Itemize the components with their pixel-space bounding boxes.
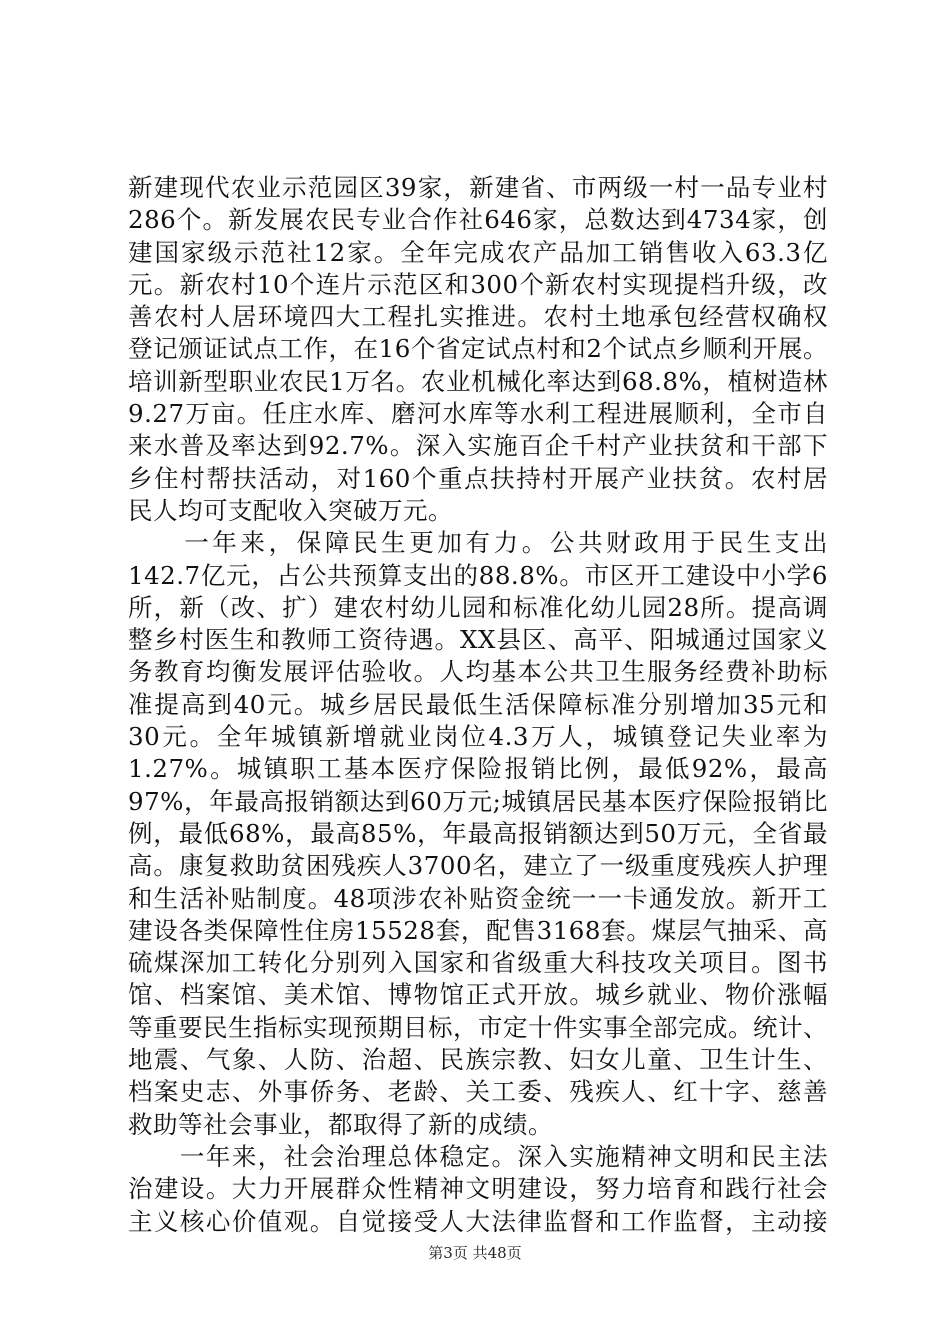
body-text [128, 172, 828, 1238]
text-line: 救助等社会事业，都取得了新的成绩。 [128, 1109, 553, 1139]
text-line: 整乡村医生和教师工资待遇。XX县区、高平、阳城通过国家义 [128, 625, 828, 655]
text-line: 建国家级示范社12家。全年完成农产品加工销售收入63.3亿 [128, 237, 828, 267]
text-line: 治建设。大力开展群众性精神文明建设，努力培育和践行社会 [128, 1174, 828, 1204]
text-line: 30元。全年城镇新增就业岗位4.3万人，城镇登记失业率为 [128, 722, 828, 752]
text-line: 建设各类保障性住房15528套，配售3168套。煤层气抽采、高 [128, 915, 828, 945]
text-line: 142.7亿元，占公共预算支出的88.8%。市区开工建设中小学6 [128, 560, 828, 590]
text-line: 民人均可支配收入突破万元。 [128, 495, 453, 525]
text-line: 高。康复救助贫困残疾人3700名，建立了一级重度残疾人护理 [128, 851, 828, 881]
text-line: 9.27万亩。任庄水库、磨河水库等水利工程进展顺利，全市自 [128, 399, 828, 429]
text-line: 元。新农村10个连片示范区和300个新农村实现提档升级，改 [128, 269, 828, 299]
text-line: 97%，年最高报销额达到60万元;城镇居民基本医疗保险报销比 [128, 786, 828, 816]
text-line: 善农村人居环境四大工程扎实推进。农村土地承包经营权确权 [128, 302, 828, 332]
text-line: 1.27%。城镇职工基本医疗保险报销比例，最低92%，最高 [128, 754, 828, 784]
text-line: 准提高到40元。城乡居民最低生活保障标准分别增加35元和 [128, 689, 828, 719]
text-line: 等重要民生指标实现预期目标，市定十件实事全部完成。统计、 [128, 1012, 828, 1042]
text-line: 硫煤深加工转化分别列入国家和省级重大科技攻关项目。图书 [128, 948, 828, 978]
text-line: 所，新（改、扩）建农村幼儿园和标准化幼儿园28所。提高调 [128, 592, 828, 622]
text-line: 一年来，保障民生更加有力。公共财政用于民生支出 [128, 528, 828, 558]
text-line: 和生活补贴制度。48项涉农补贴资金统一一卡通发放。新开工 [128, 883, 828, 913]
text-line: 乡住村帮扶活动，对160个重点扶持村开展产业扶贫。农村居 [128, 463, 828, 493]
text-line: 档案史志、外事侨务、老龄、关工委、残疾人、红十字、慈善 [128, 1077, 828, 1107]
text-line: 馆、档案馆、美术馆、博物馆正式开放。城乡就业、物价涨幅 [128, 980, 828, 1010]
page-number-footer: 第3页 共48页 [428, 1244, 522, 1262]
text-line: 一年来，社会治理总体稳定。深入实施精神文明和民主法 [128, 1141, 828, 1171]
text-line: 新建现代农业示范园区39家，新建省、市两级一村一品专业村 [128, 173, 828, 202]
text-line: 地震、气象、人防、治超、民族宗教、妇女儿童、卫生计生、 [128, 1045, 828, 1075]
text-line: 来水普及率达到92.7%。深入实施百企千村产业扶贫和干部下 [128, 431, 828, 461]
text-line: 主义核心价值观。自觉接受人大法律监督和工作监督，主动接 [128, 1206, 828, 1236]
text-line: 务教育均衡发展评估验收。人均基本公共卫生服务经费补助标 [128, 657, 828, 687]
text-line: 286个。新发展农民专业合作社646家，总数达到4734家，创 [128, 205, 828, 235]
text-line: 例，最低68%，最高85%，年最高报销额达到50万元，全省最 [128, 818, 828, 848]
text-line: 登记颁证试点工作，在16个省定试点村和2个试点乡顺利开展。 [128, 334, 828, 364]
text-line: 培训新型职业农民1万名。农业机械化率达到68.8%，植树造林 [128, 366, 828, 396]
